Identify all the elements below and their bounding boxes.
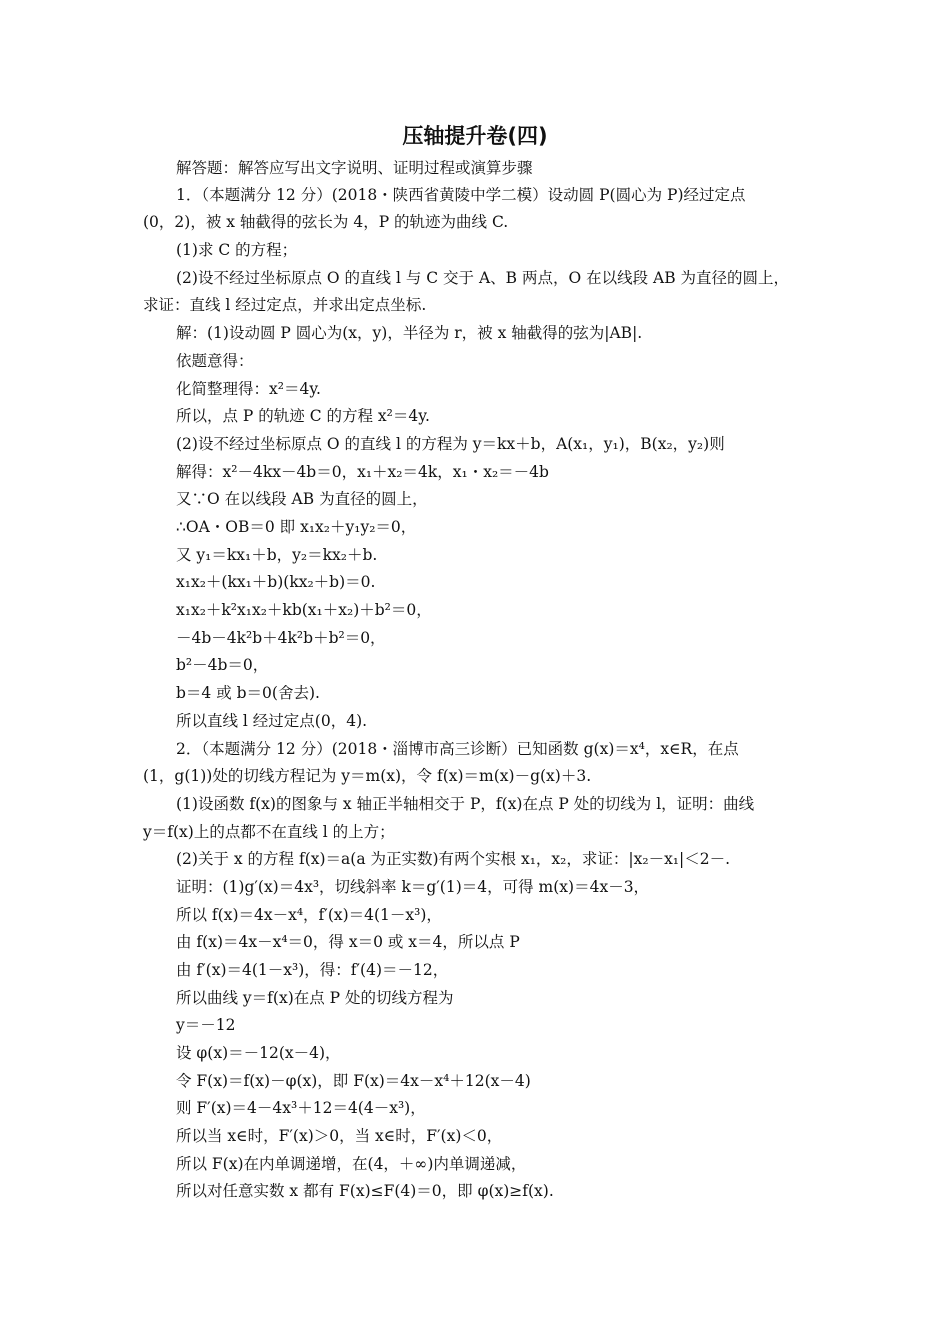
problem1-part1: (1)求 C 的方程； (176, 241, 298, 259)
solution-line: b＝4 或 b＝0(舍去). (176, 684, 320, 702)
proof-line: 设 φ(x)＝－12(x－4)， (176, 1044, 341, 1062)
solution-line: 又∵O 在以线段 AB 为直径的圆上， (176, 490, 428, 508)
problem2-line: 2．（本题满分 12 分）(2018・淄博市高三诊断）已知函数 g(x)＝x⁴，x∈R，在点 (176, 740, 739, 758)
solution-line: 解得：x²－4kx－4b＝0，x₁＋x₂＝4k，x₁・x₂＝－4b (176, 463, 549, 481)
problem2-part1: (1)设函数 f(x)的图象与 x 轴正半轴相交于 P，f(x)在点 P 处的切线为 l，证明：曲线 (176, 795, 755, 813)
solution-line: 所以直线 l 经过定点(0，4). (176, 712, 368, 730)
proof-line: 所以 F(x)在内单调递增，在(4，＋∞)内单调递减， (176, 1155, 527, 1173)
problem2-line: (1，g(1))处的切线方程记为 y＝m(x)，令 f(x)＝m(x)－g(x)＋3. (143, 767, 592, 785)
solution-line: 解：(1)设动圆 P 圆心为(x，y)，半径为 r，被 x 轴截得的弦为|AB|. (176, 324, 643, 342)
proof-line: 由 f′(x)＝4(1－x³)，得：f′(4)＝－12， (176, 961, 449, 979)
solution-line: 化简整理得：x²＝4y. (176, 380, 321, 398)
problem2-part2: (2)关于 x 的方程 f(x)＝a(a 为正实数)有两个实根 x₁，x₂，求证：|x₂－x₁|＜2－. (176, 850, 731, 868)
solution-line: x₁x₂＋k²x₁x₂＋kb(x₁＋x₂)＋b²＝0， (176, 601, 432, 619)
proof-line: 所以曲线 y＝f(x)在点 P 处的切线方程为 (176, 989, 454, 1007)
problem1-line: (0，2)，被 x 轴截得的弦长为 4，P 的轨迹为曲线 C. (143, 213, 509, 231)
proof-line: 所以对任意实数 x 都有 F(x)≤F(4)＝0，即 φ(x)≥f(x). (176, 1182, 554, 1200)
solution-line: 所以，点 P 的轨迹 C 的方程 x²＝4y. (176, 407, 430, 425)
problem1-part2: (2)设不经过坐标原点 O 的直线 l 与 C 交于 A、B 两点，O 在以线段 AB 为直径的圆上， (176, 269, 790, 287)
page-title: 压轴提升卷(四) (402, 124, 548, 148)
solution-line: －4b－4k²b＋4k²b＋b²＝0， (176, 629, 386, 647)
solution-line: ∴OA・OB＝0 即 x₁x₂＋y₁y₂＝0， (176, 518, 417, 536)
solution-line: 依题意得： (176, 352, 254, 370)
solution-line: 又 y₁＝kx₁＋b，y₂＝kx₂＋b. (176, 546, 378, 564)
instructions-line: 解答题：解答应写出文字说明、证明过程或演算步骤 (176, 159, 533, 177)
problem1-line: 1．（本题满分 12 分）(2018・陕西省黄陵中学二模）设动圆 P(圆心为 P)经过定点 (176, 186, 746, 204)
proof-line: 由 f(x)＝4x－x⁴＝0，得 x＝0 或 x＝4，所以点 P (176, 933, 520, 951)
proof-line: 所以当 x∈时，F′(x)＞0，当 x∈时，F′(x)＜0， (176, 1127, 503, 1145)
solution-line: b²－4b＝0， (176, 656, 269, 674)
solution-line: (2)设不经过坐标原点 O 的直线 l 的方程为 y＝kx＋b，A(x₁，y₁)，B(x₂，y₂)则 (176, 435, 725, 453)
problem2-part1: y＝f(x)上的点都不在直线 l 的上方； (143, 823, 395, 841)
solution-line: x₁x₂＋(kx₁＋b)(kx₂＋b)＝0. (176, 573, 376, 591)
problem1-part2: 求证：直线 l 经过定点，并求出定点坐标. (143, 296, 427, 314)
proof-line: 则 F′(x)＝4－4x³＋12＝4(4－x³)， (176, 1099, 426, 1117)
proof-line: 证明：(1)g′(x)＝4x³，切线斜率 k＝g′(1)＝4，可得 m(x)＝4x－3， (176, 878, 650, 896)
proof-line: y＝－12 (176, 1016, 236, 1034)
proof-line: 所以 f(x)＝4x－x⁴，f′(x)＝4(1－x³)， (176, 906, 442, 924)
proof-line: 令 F(x)＝f(x)－φ(x)，即 F(x)＝4x－x⁴＋12(x－4) (176, 1072, 531, 1090)
